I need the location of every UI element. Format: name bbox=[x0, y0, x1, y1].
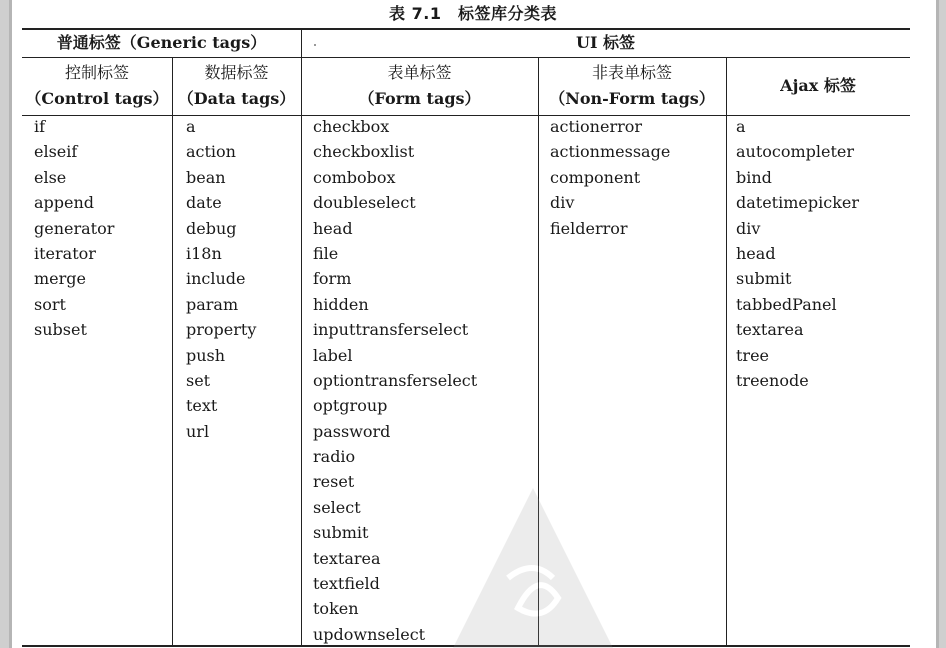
control-tags-list bbox=[34, 116, 114, 345]
column-divider bbox=[301, 28, 302, 645]
tag-item: optgroup bbox=[313, 396, 388, 416]
tag-item: hidden bbox=[313, 294, 369, 314]
tag-item: reset bbox=[313, 472, 355, 492]
tag-item: merge bbox=[34, 269, 86, 289]
tag-item: head bbox=[313, 218, 353, 238]
tag-item: optiontransferselect bbox=[313, 370, 478, 390]
column-header-nonform bbox=[538, 58, 726, 114]
tag-item: tree bbox=[736, 345, 770, 365]
tag-item: include bbox=[186, 269, 246, 289]
column-header-label: Ajax 标签 bbox=[780, 76, 856, 95]
tag-item: fielderror bbox=[550, 218, 628, 238]
tag-item: push bbox=[186, 345, 226, 365]
tag-item: actionmessage bbox=[550, 142, 671, 162]
tag-item: div bbox=[550, 193, 575, 213]
tag-item: select bbox=[313, 497, 361, 517]
tag-item: div bbox=[736, 218, 761, 238]
tag-item: textarea bbox=[313, 548, 381, 568]
tag-item: i18n bbox=[186, 243, 222, 263]
tag-item: sort bbox=[34, 294, 66, 314]
group-header-generic: 普通标签（Generic tags） bbox=[56, 33, 267, 52]
tag-item: datetimepicker bbox=[736, 193, 859, 213]
tag-item: component bbox=[550, 167, 641, 187]
tag-item: bind bbox=[736, 167, 772, 187]
group-header-ui: UI 标签 bbox=[575, 33, 635, 52]
data-tags-list bbox=[186, 116, 256, 446]
tag-item: date bbox=[186, 193, 222, 213]
tag-item: form bbox=[313, 269, 352, 289]
column-divider bbox=[172, 57, 173, 645]
tag-item: updownselect bbox=[313, 624, 426, 644]
page-edge-right bbox=[936, 0, 946, 648]
tag-item: else bbox=[34, 167, 67, 187]
seal-watermark-icon bbox=[448, 488, 618, 648]
tag-item: submit bbox=[313, 523, 369, 543]
column-header-en: （Control tags） bbox=[25, 89, 169, 108]
tag-item: bean bbox=[186, 167, 226, 187]
tag-item: password bbox=[313, 421, 391, 441]
tag-item: action bbox=[186, 142, 236, 162]
column-header-data bbox=[172, 58, 301, 114]
tag-item: combobox bbox=[313, 167, 396, 187]
tag-item: textarea bbox=[736, 320, 804, 340]
column-header-control bbox=[22, 58, 172, 114]
column-header-en: （Form tags） bbox=[358, 89, 481, 108]
tag-item: file bbox=[313, 243, 339, 263]
tag-item: iterator bbox=[34, 243, 96, 263]
tag-item: subset bbox=[34, 320, 87, 340]
tag-item: actionerror bbox=[550, 117, 643, 136]
tag-item: elseif bbox=[34, 142, 78, 162]
tag-item: label bbox=[313, 345, 353, 365]
tag-item: generator bbox=[34, 218, 115, 238]
column-divider bbox=[726, 57, 727, 645]
column-header-en: （Non-Form tags） bbox=[549, 89, 715, 108]
column-header-form bbox=[301, 58, 538, 114]
tag-item: a bbox=[186, 117, 196, 136]
column-header-zh: 控制标签 bbox=[64, 63, 129, 82]
tag-item: debug bbox=[186, 218, 237, 238]
tag-item: treenode bbox=[736, 370, 809, 390]
tag-item: submit bbox=[736, 269, 792, 289]
tag-item: head bbox=[736, 243, 776, 263]
tag-item: radio bbox=[313, 447, 356, 467]
column-header-zh: 数据标签 bbox=[204, 63, 269, 82]
tag-item: if bbox=[34, 117, 46, 136]
column-header-ajax bbox=[726, 58, 910, 114]
column-header-zh: 表单标签 bbox=[387, 63, 452, 82]
nonform-tags-list bbox=[550, 116, 670, 243]
tag-item: autocompleter bbox=[736, 142, 855, 162]
tag-item: set bbox=[186, 370, 211, 390]
tag-item: property bbox=[186, 320, 257, 340]
ajax-tags-list bbox=[736, 116, 859, 395]
tag-item: checkbox bbox=[313, 117, 390, 136]
column-header-en: （Data tags） bbox=[177, 89, 296, 108]
tag-item: url bbox=[186, 421, 210, 441]
tag-item: append bbox=[34, 193, 95, 213]
table-caption: 表 7.1 标签库分类表 bbox=[389, 4, 557, 23]
tag-item: param bbox=[186, 294, 239, 314]
tag-item: tabbedPanel bbox=[736, 294, 837, 314]
table-top-rule bbox=[22, 28, 910, 30]
tag-item: a bbox=[736, 117, 746, 136]
page-edge-left bbox=[0, 0, 12, 648]
tag-item: textfield bbox=[313, 574, 380, 594]
tag-item: checkboxlist bbox=[313, 142, 415, 162]
tag-item: doubleselect bbox=[313, 193, 416, 213]
tag-item: token bbox=[313, 599, 359, 619]
tag-item: inputtransferselect bbox=[313, 320, 469, 340]
column-header-zh: 非表单标签 bbox=[591, 63, 672, 82]
tag-item: text bbox=[186, 396, 218, 416]
